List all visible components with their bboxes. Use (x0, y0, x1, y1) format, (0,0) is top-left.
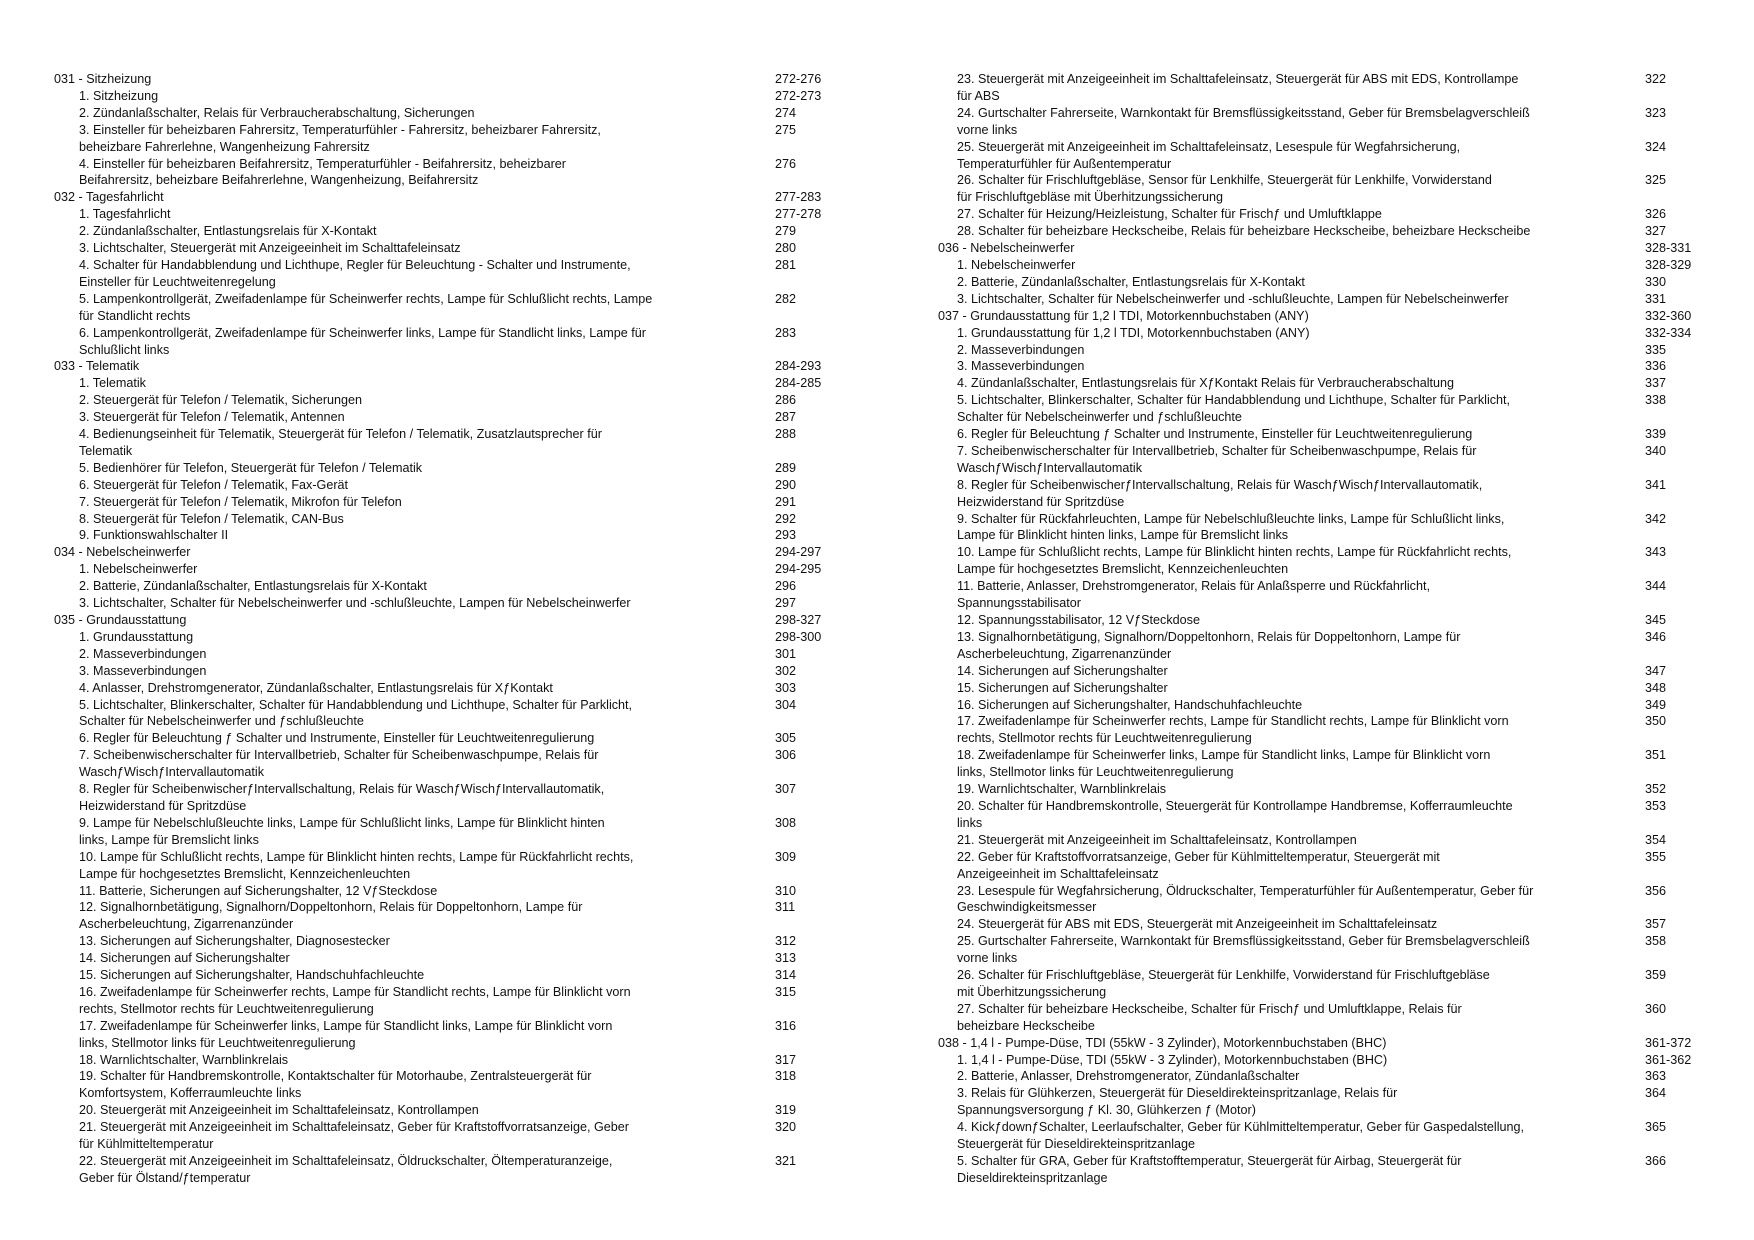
entry-title: 4. Bedienungseinheit für Telematik, Steuergerät für Telefon / Telematik, Zusatzlautsprecher für Telematik (79, 427, 602, 458)
entry-pages: 277-278 (775, 207, 822, 222)
entry-pages: 337 (1645, 376, 1667, 391)
entry-title: 11. Batterie, Anlasser, Drehstromgenerator, Relais für Anlaßsperre und Rückfahrlicht, Spannungsstabilisator (957, 579, 1430, 611)
entry-pages: 279 (775, 224, 797, 239)
entry-pages: 310 (775, 883, 797, 898)
entry-pages: 361-362 (1645, 1052, 1692, 1067)
index-entry (938, 544, 1720, 578)
entry-pages: 316 (775, 1018, 797, 1033)
index-entry (938, 849, 1720, 883)
index-entry (938, 511, 1720, 545)
index-entry (938, 1119, 1720, 1153)
index-entry (54, 494, 832, 511)
index-entry (938, 392, 1720, 426)
entry-pages: 301 (775, 646, 797, 661)
entry-pages: 294-297 (775, 545, 822, 560)
entry-title: 9. Schalter für Rückfahrleuchten, Lampe für Nebelschlußleuchte links, Lampe für Schlußlicht links, Lampe für Blinklicht hinten links, Lampe für Bremslicht links (957, 511, 1505, 543)
entry-pages: 338 (1645, 393, 1667, 408)
index-entry (54, 663, 832, 680)
entry-pages: 280 (775, 241, 797, 256)
entry-pages: 317 (775, 1052, 797, 1067)
index-section-heading (938, 308, 1720, 325)
entry-pages: 298-300 (775, 629, 822, 644)
index-entry (938, 71, 1720, 105)
entry-title: 23. Steuergerät mit Anzeigeeinheit im Schalttafeleinsatz, Steuergerät für ABS mit EDS, Kontrollampe für ABS (957, 72, 1519, 103)
entry-pages: 349 (1645, 697, 1667, 712)
index-section-heading (54, 71, 832, 88)
entry-pages: 272-276 (775, 72, 822, 86)
entry-pages: 348 (1645, 680, 1667, 695)
index-entry (54, 527, 832, 544)
index-entry (54, 223, 832, 240)
entry-title: 2. Batterie, Anlasser, Drehstromgenerator, Zündanlaßschalter (957, 1069, 1300, 1084)
index-section-heading (938, 240, 1720, 257)
entry-pages: 315 (775, 984, 797, 999)
index-entry (938, 916, 1720, 933)
entry-pages: 313 (775, 951, 797, 966)
entry-pages: 339 (1645, 427, 1667, 442)
entry-pages: 282 (775, 291, 797, 306)
entry-title: 27. Schalter für beheizbare Heckscheibe, Schalter für Frischƒ und Umluftklappe, Relais für beheizbare Heckscheibe (957, 1001, 1462, 1033)
entry-pages: 364 (1645, 1086, 1667, 1101)
entry-title: 3. Lichtschalter, Schalter für Nebelscheinwerfer und -schlußleuchte, Lampen für Nebelscheinwerfer (957, 291, 1509, 306)
entry-title: 26. Schalter für Frischluftgebläse, Sensor für Lenkhilfe, Steuergerät für Lenkhilfe, Vorwiderstand für Frischluftgebläse mit Überhitzungssicherung (957, 173, 1492, 205)
index-entry (54, 105, 832, 122)
entry-pages: 363 (1645, 1069, 1667, 1084)
index-entry (938, 612, 1720, 629)
entry-title: 037 - Grundausstattung für 1,2 l TDI, Motorkennbuchstaben (ANY) (938, 308, 1309, 323)
entry-pages: 312 (775, 934, 797, 949)
entry-title: 13. Sicherungen auf Sicherungshalter, Diagnosestecker (79, 934, 390, 949)
entry-title: 3. Einsteller für beheizbaren Fahrersitz, Temperaturfühler - Fahrersitz, beheizbarer Fahrersitz, beheizbare Fahrerlehne, Wangenheizung Fahrersitz (79, 122, 601, 154)
entry-title: 9. Lampe für Nebelschlußleuchte links, Lampe für Schlußlicht links, Lampe für Blinklicht hinten links, Lampe für Bremslicht links (79, 815, 605, 847)
entry-pages: 293 (775, 528, 797, 543)
entry-pages: 275 (775, 122, 797, 137)
entry-pages: 331 (1645, 291, 1667, 306)
index-entry (54, 849, 832, 883)
index-entry (54, 122, 832, 156)
entry-title: 10. Lampe für Schlußlicht rechts, Lampe für Blinklicht hinten rechts, Lampe für Rückfahrlicht rechts, Lampe für hochgesetztes Bremslicht, Kennzeichenleuchten (79, 849, 634, 881)
index-section-heading (54, 612, 832, 629)
entry-title: 3. Relais für Glühkerzen, Steuergerät für Dieseldirekteinspritzanlage, Relais für Spannungsversorgung ƒ Kl. 30, Glühkerzen ƒ (Motor) (957, 1086, 1398, 1118)
entry-title: 4. Zündanlaßschalter, Entlastungsrelais für XƒKontakt Relais für Verbraucherabschaltung (957, 376, 1455, 391)
entry-title: 5. Bedienhörer für Telefon, Steuergerät für Telefon / Telematik (79, 460, 423, 475)
entry-title: 033 - Telematik (54, 359, 140, 374)
entry-title: 3. Masseverbindungen (957, 359, 1085, 374)
index-section-heading (54, 544, 832, 561)
index-entry (54, 1102, 832, 1119)
entry-pages: 308 (775, 815, 797, 830)
index-entry (938, 680, 1720, 697)
entry-title: 18. Zweifadenlampe für Scheinwerfer links, Lampe für Standlicht links, Lampe für Blinklicht vorn links, Stellmotor links für Leuchtweitenregulierung (957, 748, 1491, 780)
index-column-right (938, 71, 1720, 1187)
entry-title: 25. Steuergerät mit Anzeigeeinheit im Schalttafeleinsatz, Lesespule für Wegfahrsicherung, Temperaturfühler für Außentemperatur (957, 139, 1461, 171)
index-section-heading (54, 358, 832, 375)
entry-pages: 322 (1645, 72, 1667, 86)
index-entry (54, 460, 832, 477)
entry-title: 13. Signalhornbetätigung, Signalhorn/Doppeltonhorn, Relais für Doppeltonhorn, Lampe für Ascherbeleuchtung, Zigarrenanzünder (957, 629, 1461, 661)
entry-title: 24. Steuergerät für ABS mit EDS, Steuergerät mit Anzeigeeinheit im Schalttafeleinsatz (957, 917, 1438, 932)
entry-pages: 272-273 (775, 88, 822, 103)
entry-pages: 309 (775, 849, 797, 864)
entry-title: 26. Schalter für Frischluftgebläse, Steuergerät für Lenkhilfe, Vorwiderstand für Frischluftgebläse mit Überhitzungssicherung (957, 968, 1490, 999)
entry-title: 3. Masseverbindungen (79, 663, 207, 678)
index-entry (54, 426, 832, 460)
index-entry (938, 883, 1720, 917)
index-entry (54, 1119, 832, 1153)
entry-title: 21. Steuergerät mit Anzeigeeinheit im Schalttafeleinsatz, Geber für Kraftstoffvorratsanzeige, Geber für Kühlmitteltemperatur (79, 1120, 629, 1152)
entry-pages: 281 (775, 257, 797, 272)
index-entry (54, 595, 832, 612)
entry-pages: 276 (775, 156, 797, 171)
entry-pages: 318 (775, 1069, 797, 1084)
index-entry (938, 223, 1720, 240)
entry-pages: 324 (1645, 139, 1667, 154)
index-entry (54, 1153, 832, 1187)
entry-pages: 320 (775, 1120, 797, 1135)
index-entry (54, 730, 832, 747)
entry-title: 035 - Grundausstattung (54, 613, 187, 627)
entry-pages: 274 (775, 105, 797, 120)
entry-title: 1. Nebelscheinwerfer (957, 257, 1076, 272)
index-entry (938, 274, 1720, 291)
entry-pages: 286 (775, 393, 797, 408)
entry-title: 6. Regler für Beleuchtung ƒ Schalter und Instrumente, Einsteller für Leuchtweitenregulierung (957, 427, 1473, 442)
index-column-left (54, 71, 832, 1187)
entry-pages: 284-285 (775, 376, 822, 391)
entry-pages: 306 (775, 748, 797, 763)
entry-title: 4. KickƒdownƒSchalter, Leerlaufschalter, Geber für Kühlmitteltemperatur, Geber für Gaspedalstellung, Steuergerät für Dieseldirekteinspritzanlage (957, 1120, 1525, 1152)
entry-title: 5. Lichtschalter, Blinkerschalter, Schalter für Handabblendung und Lichthupe, Schalter für Parklicht, Schalter für Nebelscheinwerfer und ƒschlußleuchte (79, 697, 633, 729)
index-entry (938, 291, 1720, 308)
entry-pages: 360 (1645, 1001, 1667, 1016)
entry-title: 1. 1,4 l - Pumpe-Düse, TDI (55kW - 3 Zylinder), Motorkennbuchstaben (BHC) (957, 1052, 1388, 1067)
entry-pages: 289 (775, 460, 797, 475)
entry-title: 2. Steuergerät für Telefon / Telematik, Sicherungen (79, 393, 363, 408)
entry-title: 27. Schalter für Heizung/Heizleistung, Schalter für Frischƒ und Umluftklappe (957, 207, 1382, 222)
index-entry (938, 1085, 1720, 1119)
entry-pages: 284-293 (775, 359, 822, 374)
entry-title: 15. Sicherungen auf Sicherungshalter, Handschuhfachleuchte (79, 968, 425, 983)
entry-pages: 277-283 (775, 190, 822, 205)
index-entry (54, 815, 832, 849)
entry-pages: 292 (775, 511, 797, 526)
entry-title: 20. Schalter für Handbremskontrolle, Steuergerät für Kontrollampe Handbremse, Kofferraumleuchte links (957, 798, 1513, 830)
index-entry (54, 206, 832, 223)
entry-title: 28. Schalter für beheizbare Heckscheibe, Relais für beheizbare Heckscheibe, beheizbare Heckscheibe (957, 224, 1531, 239)
entry-title: 12. Signalhornbetätigung, Signalhorn/Doppeltonhorn, Relais für Doppeltonhorn, Lampe für Ascherbeleuchtung, Zigarrenanzünder (79, 900, 583, 932)
entry-title: 1. Grundausstattung (79, 629, 194, 644)
entry-title: 23. Lesespule für Wegfahrsicherung, Öldruckschalter, Temperaturfühler für Außentemperatur, Geber für Geschwindigkeitsmesser (957, 883, 1534, 915)
index-entry (54, 629, 832, 646)
index-entry (54, 697, 832, 731)
entry-title: 25. Gurtschalter Fahrerseite, Warnkontakt für Bremsflüssigkeitsstand, Geber für Bremsbelagverschleiß vorne links (957, 934, 1530, 966)
entry-title: 8. Steuergerät für Telefon / Telematik, CAN-Bus (79, 511, 344, 526)
entry-title: 2. Batterie, Zündanlaßschalter, Entlastungsrelais für X-Kontakt (957, 274, 1305, 289)
index-entry (54, 984, 832, 1018)
entry-title: 4. Schalter für Handabblendung und Lichthupe, Regler für Beleuchtung - Schalter und Instrumente, Einsteller für Leuchtweitenregelung (79, 257, 631, 289)
index-entry (938, 426, 1720, 443)
index-entry (938, 663, 1720, 680)
index-section-heading (54, 189, 832, 206)
index-entry (54, 392, 832, 409)
entry-pages: 357 (1645, 917, 1667, 932)
index-entry (54, 477, 832, 494)
index-entry (54, 257, 832, 291)
index-entry (54, 156, 832, 190)
entry-title: 031 - Sitzheizung (54, 72, 152, 86)
entry-pages: 358 (1645, 934, 1667, 949)
entry-title: 6. Regler für Beleuchtung ƒ Schalter und Instrumente, Einsteller für Leuchtweitenregulierung (79, 731, 595, 746)
entry-pages: 355 (1645, 849, 1667, 864)
entry-pages: 346 (1645, 629, 1667, 644)
entry-title: 16. Sicherungen auf Sicherungshalter, Handschuhfachleuchte (957, 697, 1303, 712)
entry-pages: 361-372 (1645, 1035, 1692, 1050)
entry-title: 19. Schalter für Handbremskontrolle, Kontaktschalter für Motorhaube, Zentralsteuergerät für Komfortsystem, Kofferraumleuchte links (79, 1069, 592, 1101)
index-entry (938, 172, 1720, 206)
index-entry (54, 511, 832, 528)
index-entry (938, 713, 1720, 747)
entry-title: 11. Batterie, Sicherungen auf Sicherungshalter, 12 VƒSteckdose (79, 883, 438, 898)
entry-pages: 332-360 (1645, 308, 1692, 323)
entry-pages: 290 (775, 477, 797, 492)
entry-title: 5. Lampenkontrollgerät, Zweifadenlampe für Scheinwerfer rechts, Lampe für Schlußlicht rechts, Lampe für Standlicht rechts (79, 291, 653, 323)
entry-title: 20. Steuergerät mit Anzeigeeinheit im Schalttafeleinsatz, Kontrollampen (79, 1103, 479, 1118)
index-entry (938, 832, 1720, 849)
entry-pages: 336 (1645, 359, 1667, 374)
index-entry (54, 88, 832, 105)
entry-title: 19. Warnlichtschalter, Warnblinkrelais (957, 782, 1167, 797)
entry-pages: 340 (1645, 443, 1667, 458)
entry-pages: 356 (1645, 883, 1667, 898)
entry-pages: 351 (1645, 748, 1667, 763)
index-entry (54, 578, 832, 595)
index-entry (54, 240, 832, 257)
entry-title: 5. Lichtschalter, Blinkerschalter, Schalter für Handabblendung und Lichthupe, Schalter für Parklicht, Schalter für Nebelscheinwerfer und ƒschlußleuchte (957, 393, 1511, 425)
index-entry (938, 325, 1720, 342)
entry-pages: 283 (775, 325, 797, 340)
entry-title: 1. Telematik (79, 376, 146, 391)
entry-pages: 305 (775, 731, 797, 746)
entry-pages: 327 (1645, 224, 1667, 239)
entry-title: 4. Anlasser, Drehstromgenerator, Zündanlaßschalter, Entlastungsrelais für XƒKontakt (79, 680, 553, 695)
entry-pages: 287 (775, 410, 797, 425)
entry-pages: 311 (775, 900, 796, 915)
index-entry (938, 967, 1720, 1001)
entry-title: 5. Schalter für GRA, Geber für Kraftstofftemperatur, Steuergerät für Airbag, Steuergerät für Dieseldirekteinspritzanlage (957, 1154, 1462, 1185)
entry-title: 1. Grundausstattung für 1,2 l TDI, Motorkennbuchstaben (ANY) (957, 325, 1310, 340)
entry-title: 14. Sicherungen auf Sicherungshalter (79, 951, 290, 966)
entry-title: 9. Funktionswahlschalter II (79, 528, 229, 543)
index-entry (938, 477, 1720, 511)
index-entry (54, 561, 832, 578)
entry-title: 1. Tagesfahrlicht (79, 207, 171, 222)
entry-title: 17. Zweifadenlampe für Scheinwerfer links, Lampe für Standlicht links, Lampe für Blinklicht vorn links, Stellmotor links für Leuchtweitenregulierung (79, 1018, 613, 1050)
index-entry (938, 1153, 1720, 1187)
entry-pages: 321 (775, 1154, 797, 1168)
entry-pages: 350 (1645, 714, 1667, 729)
entry-pages: 347 (1645, 663, 1667, 678)
index-entry (938, 629, 1720, 663)
entry-title: 22. Steuergerät mit Anzeigeeinheit im Schalttafeleinsatz, Öldruckschalter, Öltemperaturanzeige, Geber für Ölstand/ƒtemperatur (79, 1154, 613, 1185)
entry-title: 2. Zündanlaßschalter, Entlastungsrelais für X-Kontakt (79, 224, 377, 239)
entry-pages: 294-295 (775, 562, 822, 577)
entry-title: 8. Regler für ScheibenwischerƒIntervallschaltung, Relais für WaschƒWischƒIntervallautomatik, Heizwiderstand für Spritzdüse (957, 477, 1483, 509)
index-entry (938, 933, 1720, 967)
index-entry (54, 967, 832, 984)
entry-title: 032 - Tagesfahrlicht (54, 190, 164, 205)
entry-pages: 297 (775, 596, 797, 611)
entry-pages: 302 (775, 663, 797, 678)
index-entry (54, 950, 832, 967)
index-entry (938, 139, 1720, 173)
entry-title: 036 - Nebelscheinwerfer (938, 241, 1075, 256)
index-entry (938, 375, 1720, 392)
entry-title: 10. Lampe für Schlußlicht rechts, Lampe für Blinklicht hinten rechts, Lampe für Rückfahrlicht rechts, Lampe für hochgesetztes Bremslicht, Kennzeichenleuchten (957, 545, 1512, 577)
index-section-heading (938, 1035, 1720, 1052)
index-entry (938, 342, 1720, 359)
entry-pages: 365 (1645, 1120, 1667, 1135)
entry-pages: 323 (1645, 105, 1667, 120)
index-entry (938, 443, 1720, 477)
entry-pages: 341 (1645, 477, 1667, 492)
entry-pages: 307 (775, 782, 797, 797)
entry-title: 24. Gurtschalter Fahrerseite, Warnkontakt für Bremsflüssigkeitsstand, Geber für Bremsbelagverschleiß vorne links (957, 105, 1530, 137)
entry-title: 038 - 1,4 l - Pumpe-Düse, TDI (55kW - 3 Zylinder), Motorkennbuchstaben (BHC) (938, 1035, 1387, 1050)
entry-pages: 342 (1645, 511, 1667, 526)
entry-title: 8. Regler für ScheibenwischerƒIntervallschaltung, Relais für WaschƒWischƒIntervallautomatik, Heizwiderstand für Spritzdüse (79, 782, 605, 813)
index-entry (938, 747, 1720, 781)
entry-title: 2. Batterie, Zündanlaßschalter, Entlastungsrelais für X-Kontakt (79, 579, 427, 594)
index-entry (938, 697, 1720, 714)
entry-pages: 345 (1645, 613, 1667, 627)
entry-pages: 359 (1645, 968, 1667, 983)
index-entry (938, 257, 1720, 274)
entry-title: 034 - Nebelscheinwerfer (54, 545, 191, 560)
index-entry (54, 781, 832, 815)
entry-title: 22. Geber für Kraftstoffvorratsanzeige, Geber für Kühlmitteltemperatur, Steuergerät mit Anzeigeeinheit im Schalttafeleinsatz (957, 849, 1440, 881)
entry-pages: 304 (775, 697, 797, 712)
index-entry (54, 1068, 832, 1102)
index-entry (54, 1018, 832, 1052)
entry-title: 12. Spannungsstabilisator, 12 VƒSteckdose (957, 613, 1200, 627)
entry-title: 6. Steuergerät für Telefon / Telematik, Fax-Gerät (79, 477, 349, 492)
entry-title: 3. Steuergerät für Telefon / Telematik, Antennen (79, 410, 345, 425)
entry-title: 7. Steuergerät für Telefon / Telematik, Mikrofon für Telefon (79, 494, 402, 509)
entry-title: 2. Masseverbindungen (957, 342, 1085, 357)
entry-title: 1. Sitzheizung (79, 88, 159, 103)
index-entry (938, 1068, 1720, 1085)
entry-title: 15. Sicherungen auf Sicherungshalter (957, 680, 1168, 695)
index-entry (54, 375, 832, 392)
entry-title: 1. Nebelscheinwerfer (79, 562, 198, 577)
index-entry (938, 781, 1720, 798)
entry-title: 7. Scheibenwischerschalter für Intervallbetrieb, Schalter für Scheibenwaschpumpe, Relais für WaschƒWischƒIntervallautomatik (957, 443, 1477, 475)
entry-pages: 296 (775, 579, 797, 594)
index-entry (938, 206, 1720, 223)
entry-title: 2. Masseverbindungen (79, 646, 207, 661)
index-entry (54, 1052, 832, 1069)
entry-pages: 354 (1645, 832, 1667, 847)
entry-title: 3. Lichtschalter, Schalter für Nebelscheinwerfer und -schlußleuchte, Lampen für Nebelscheinwerfer (79, 596, 631, 611)
entry-pages: 353 (1645, 798, 1667, 813)
entry-pages: 335 (1645, 342, 1667, 357)
entry-title: 14. Sicherungen auf Sicherungshalter (957, 663, 1168, 678)
index-entry (938, 798, 1720, 832)
entry-pages: 325 (1645, 173, 1667, 188)
entry-pages: 326 (1645, 207, 1667, 222)
entry-pages: 319 (775, 1103, 797, 1118)
index-entry (54, 325, 832, 359)
index-entry (54, 899, 832, 933)
index-entry (938, 105, 1720, 139)
entry-pages: 328-329 (1645, 257, 1692, 272)
index-entry (54, 680, 832, 697)
index-entry (938, 358, 1720, 375)
index-entry (938, 1052, 1720, 1069)
entry-pages: 332-334 (1645, 325, 1692, 340)
index-entry (54, 291, 832, 325)
index-entry (938, 578, 1720, 612)
entry-pages: 314 (775, 968, 797, 983)
entry-title: 17. Zweifadenlampe für Scheinwerfer rechts, Lampe für Standlicht rechts, Lampe für Blinklicht vorn rechts, Stellmotor rechts für Leuchtweitenregulierung (957, 714, 1509, 746)
entry-pages: 343 (1645, 545, 1667, 560)
index-entry (54, 747, 832, 781)
entry-title: 16. Zweifadenlampe für Scheinwerfer rechts, Lampe für Standlicht rechts, Lampe für Blinklicht vorn rechts, Stellmotor rechts für Leuchtweitenregulierung (79, 984, 631, 1016)
entry-title: 21. Steuergerät mit Anzeigeeinheit im Schalttafeleinsatz, Kontrollampen (957, 832, 1357, 847)
index-entry (54, 646, 832, 663)
index-entry (54, 933, 832, 950)
entry-pages: 366 (1645, 1154, 1667, 1168)
index-entry (54, 883, 832, 900)
entry-pages: 298-327 (775, 613, 822, 627)
entry-title: 3. Lichtschalter, Steuergerät mit Anzeigeeinheit im Schalttafeleinsatz (79, 241, 461, 256)
entry-pages: 291 (775, 494, 797, 509)
index-entry (938, 1001, 1720, 1035)
entry-pages: 344 (1645, 579, 1667, 594)
entry-pages: 303 (775, 680, 797, 695)
entry-title: 18. Warnlichtschalter, Warnblinkrelais (79, 1052, 289, 1067)
entry-title: 2. Zündanlaßschalter, Relais für Verbraucherabschaltung, Sicherungen (79, 105, 475, 120)
entry-pages: 328-331 (1645, 241, 1692, 256)
entry-title: 7. Scheibenwischerschalter für Intervallbetrieb, Schalter für Scheibenwaschpumpe, Relais für WaschƒWischƒIntervallautomatik (79, 748, 599, 780)
entry-title: 6. Lampenkontrollgerät, Zweifadenlampe für Scheinwerfer links, Lampe für Standlicht links, Lampe für Schlußlicht links (79, 325, 647, 357)
entry-title: 4. Einsteller für beheizbaren Beifahrersitz, Temperaturfühler - Beifahrersitz, beheizbarer Beifahrersitz, beheizbare Beifahrerlehne, Wangenheizung, Beifahrersitz (79, 156, 566, 188)
index-entry (54, 409, 832, 426)
entry-pages: 288 (775, 427, 797, 442)
entry-pages: 352 (1645, 782, 1667, 797)
entry-pages: 330 (1645, 274, 1667, 289)
